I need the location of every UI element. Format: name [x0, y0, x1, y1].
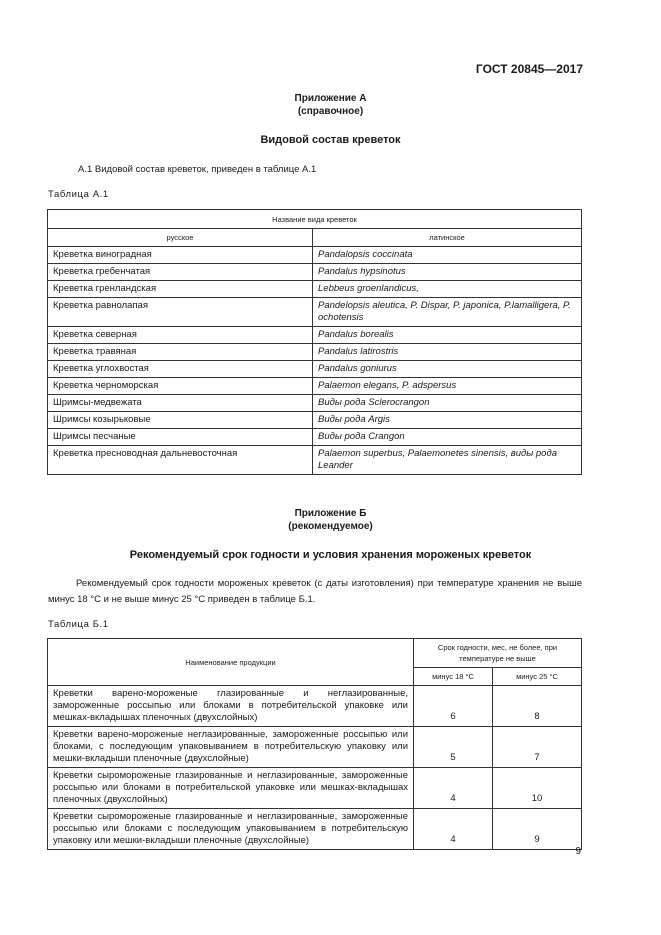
species-russian-name: Креветка пресноводная дальневосточная	[48, 446, 313, 475]
table-b1-col-product: Наименование продукции	[48, 639, 414, 686]
appendix-a-subtitle: (справочное)	[297, 106, 364, 117]
appendix-b-subtitle: (рекомендуемое)	[288, 521, 373, 532]
shelf-life-minus18: 5	[414, 727, 493, 768]
table-a1-header: Название вида креветок	[48, 210, 582, 229]
table-b1-col-minus25: минус 25 °С	[493, 668, 582, 686]
shelf-life-minus18: 6	[414, 686, 493, 727]
shelf-life-minus25: 9	[493, 809, 582, 850]
table-row	[48, 429, 582, 446]
appendix-b-heading: Рекомендуемый срок годности и условия хранения мороженых креветок	[129, 549, 532, 561]
shelf-life-minus25: 7	[493, 727, 582, 768]
shelf-life-minus18: 4	[414, 768, 493, 809]
table-a1	[47, 209, 582, 475]
table-row	[48, 446, 582, 475]
appendix-b-paragraph: Рекомендуемый срок годности мороженых креветок (с даты изготовления) при температуре хранения не выше минус 18 °С и не выше минус 25 °С приведен в таблице Б.1.	[48, 578, 582, 605]
product-name: Креветки сыромороженые глазированные и неглазированные, замороженные россыпью или блоками с последующим упаковыванием в потребительскую упаковку или мешки-вкладыши пленочные (двухслойные)	[48, 809, 414, 850]
species-latin-name: Pandalus hypsinotus	[313, 264, 582, 281]
species-russian-name: Креветка северная	[48, 327, 313, 344]
table-row	[48, 298, 582, 327]
species-latin-name: Pandalus latirostris	[313, 344, 582, 361]
table-row	[48, 412, 582, 429]
species-latin-name: Виды рода Crangon	[313, 429, 582, 446]
table-row	[48, 809, 582, 850]
product-name: Креветки варено-мороженые глазированные и неглазированные, замороженные россыпью или блоками в потребительской упаковке или мешках-вкладышах пленочных (двухслойных)	[48, 686, 414, 727]
species-latin-name: Виды рода Argis	[313, 412, 582, 429]
appendix-a-heading: Видовой состав креветок	[260, 134, 401, 146]
table-row	[48, 247, 582, 264]
species-russian-name: Креветка черноморская	[48, 378, 313, 395]
species-latin-name: Pandelopsis aleutica, P. Dispar, P. japonica, P.lamalligera, P. ochotensis	[313, 298, 582, 327]
species-latin-name: Pandalus borealis	[313, 327, 582, 344]
shelf-life-minus25: 8	[493, 686, 582, 727]
table-b1-col-shelf-life: Срок годности, мес, не более, при температуре не выше	[414, 639, 582, 668]
shelf-life-minus25: 10	[493, 768, 582, 809]
species-russian-name: Креветка углохвостая	[48, 361, 313, 378]
species-latin-name: Pandalopsis coccinata	[313, 247, 582, 264]
table-b1	[47, 638, 582, 850]
table-row	[48, 727, 582, 768]
table-b1-caption: Таблица Б.1	[48, 619, 109, 630]
species-russian-name: Креветка равнолапая	[48, 298, 313, 327]
table-b1-col-minus18: минус 18 °С	[414, 668, 493, 686]
appendix-a-title: Приложение А	[294, 93, 367, 104]
species-russian-name: Шримсы песчаные	[48, 429, 313, 446]
table-row	[48, 344, 582, 361]
table-row	[48, 281, 582, 298]
table-row	[48, 395, 582, 412]
species-latin-name: Виды рода Sclerocrangon	[313, 395, 582, 412]
product-name: Креветки варено-мороженые неглазированные, замороженные россыпью или блоками, с последующим упаковыванием в потребительскую упаковку или мешки-вкладыши пленочные (двухслойные)	[48, 727, 414, 768]
species-russian-name: Креветка травяная	[48, 344, 313, 361]
table-row	[48, 768, 582, 809]
species-latin-name: Palaemon elegans, P. adspersus	[313, 378, 582, 395]
page-number: 9	[575, 846, 581, 857]
species-russian-name: Креветка гренландская	[48, 281, 313, 298]
table-row	[48, 378, 582, 395]
species-russian-name: Шримсы козырьковые	[48, 412, 313, 429]
table-row	[48, 327, 582, 344]
table-a1-col-latin: латинское	[313, 229, 582, 247]
species-russian-name: Креветка виноградная	[48, 247, 313, 264]
product-name: Креветки сыромороженые глазированные и неглазированные, замороженные россыпью или блоками в потребительской упаковке или мешках-вкладышах пленочных (двухслойных)	[48, 768, 414, 809]
table-a1-caption: Таблица А.1	[48, 189, 109, 200]
appendix-b-title: Приложение Б	[294, 508, 367, 519]
species-latin-name: Lebbeus groenlandicus,	[313, 281, 582, 298]
standard-number: ГОСТ 20845—2017	[475, 62, 583, 76]
species-latin-name: Pandalus goniurus	[313, 361, 582, 378]
table-a1-col-russian: русское	[48, 229, 313, 247]
species-russian-name: Креветка гребенчатая	[48, 264, 313, 281]
table-row	[48, 361, 582, 378]
species-russian-name: Шримсы-медвежата	[48, 395, 313, 412]
table-row	[48, 686, 582, 727]
appendix-a-paragraph: А.1 Видовой состав креветок, приведен в таблице А.1	[78, 164, 317, 175]
species-latin-name: Palaemon superbus, Palaemonetes sinensis, виды рода Leander	[313, 446, 582, 475]
shelf-life-minus18: 4	[414, 809, 493, 850]
table-row	[48, 264, 582, 281]
